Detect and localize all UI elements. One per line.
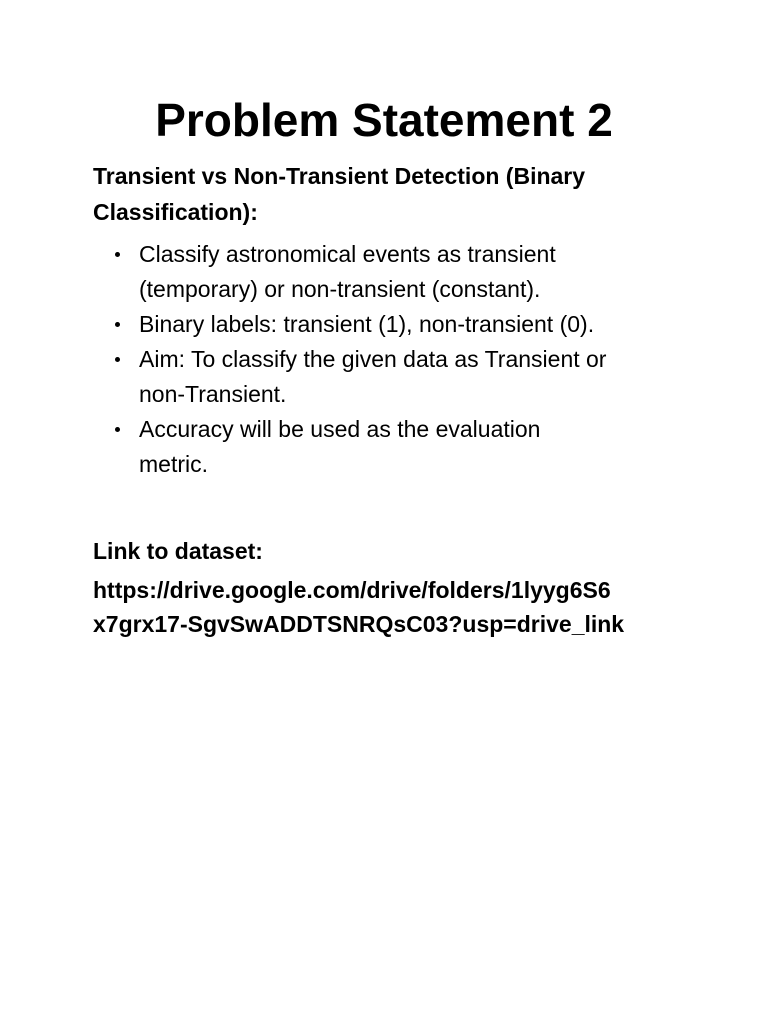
bullet-icon bbox=[115, 322, 120, 327]
dataset-link[interactable] bbox=[93, 573, 693, 641]
list-item-line: Aim: To classify the given data as Transient or bbox=[139, 346, 607, 372]
dataset-link-line[interactable]: x7grx17-SgvSwADDTSNRQsC03?usp=drive_link bbox=[93, 611, 625, 637]
bullet-icon bbox=[115, 357, 120, 362]
requirements-list bbox=[93, 237, 713, 482]
list-item-line: metric. bbox=[139, 451, 208, 477]
list-item-line: Accuracy will be used as the evaluation bbox=[139, 416, 541, 442]
subtitle-line: Transient vs Non-Transient Detection (Binary bbox=[93, 163, 586, 189]
list-item-line: Binary labels: transient (1), non-transient (0). bbox=[139, 311, 595, 337]
list-item bbox=[93, 307, 713, 342]
list-item bbox=[93, 237, 713, 307]
list-item bbox=[93, 412, 713, 482]
list-item-line: (temporary) or non-transient (constant). bbox=[139, 276, 541, 302]
dataset-link-heading: Link to dataset: bbox=[93, 538, 263, 564]
page-title: Problem Statement 2 bbox=[155, 94, 613, 146]
subtitle-line: Classification): bbox=[93, 199, 258, 225]
dataset-link-line[interactable]: https://drive.google.com/drive/folders/1lyyg6S6 bbox=[93, 577, 611, 603]
bullet-icon bbox=[115, 252, 120, 257]
list-item-line: Classify astronomical events as transient bbox=[139, 241, 556, 267]
bullet-icon bbox=[115, 427, 120, 432]
list-item-line: non-Transient. bbox=[139, 381, 287, 407]
problem-subtitle bbox=[93, 158, 693, 230]
list-item bbox=[93, 342, 713, 412]
